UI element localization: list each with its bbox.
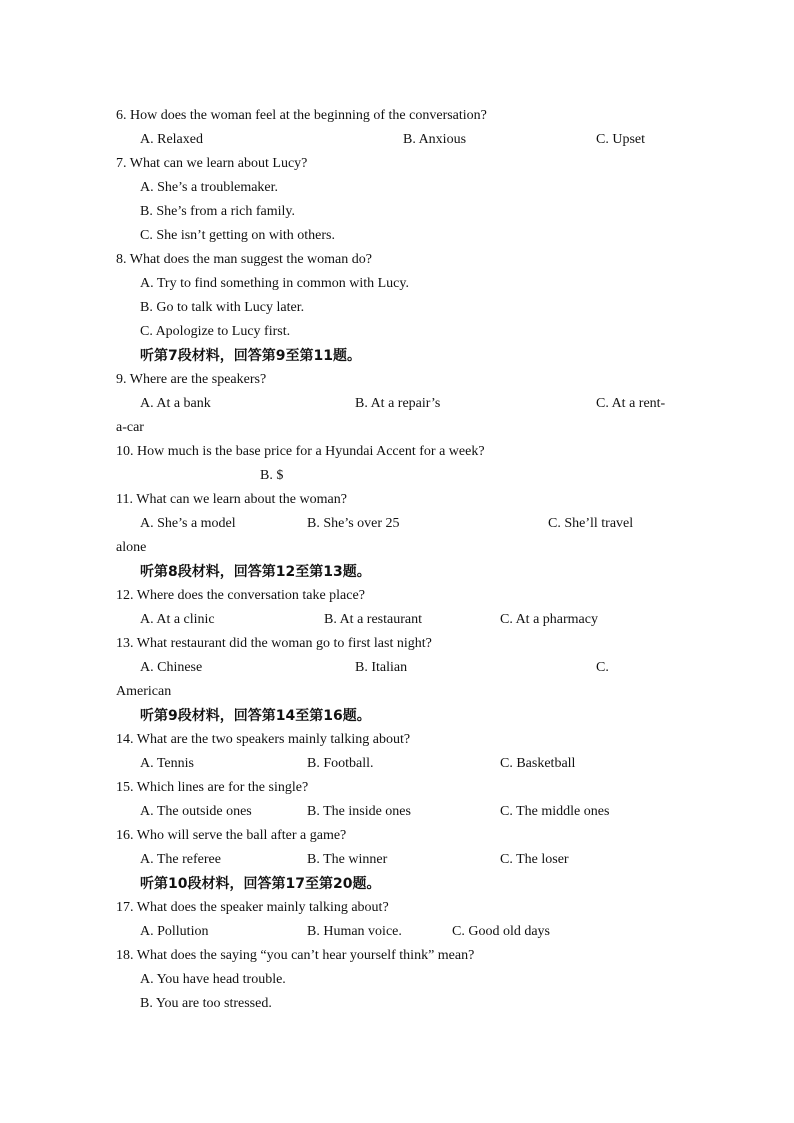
q9-option-c: C. At a rent- xyxy=(596,396,666,411)
q13-option-b: B. Italian xyxy=(355,660,408,675)
q9-option-b: B. At a repair’s xyxy=(355,396,441,411)
q6-option-b: B. Anxious xyxy=(403,132,467,147)
q8-option-b: B. Go to talk with Lucy later. xyxy=(140,300,305,315)
q17-option-c: C. Good old days xyxy=(452,924,550,939)
section-heading-9: 听第9段材料，回答第14至第16题。 xyxy=(140,708,371,724)
q13-option-a: A. Chinese xyxy=(140,660,203,675)
q6-option-a: A. Relaxed xyxy=(140,132,203,147)
q14-option-b: B. Football. xyxy=(307,756,374,771)
q11-option-a: A. She’s a model xyxy=(140,516,236,531)
question-16: 16. Who will serve the ball after a game? xyxy=(116,828,347,843)
q8-option-c: C. Apologize to Lucy first. xyxy=(140,324,291,339)
question-8: 8. What does the man suggest the woman do? xyxy=(116,252,372,267)
question-13: 13. What restaurant did the woman go to first last night? xyxy=(116,636,432,651)
q12-option-b: B. At a restaurant xyxy=(324,612,422,627)
q13-option-c: C. xyxy=(596,660,609,675)
q11-option-c: C. She’ll travel xyxy=(548,516,634,531)
q14-option-c: C. Basketball xyxy=(500,756,576,771)
q14-option-a: A. Tennis xyxy=(140,756,194,771)
q8-option-a: A. Try to find something in common with Lucy. xyxy=(140,276,409,291)
question-7: 7. What can we learn about Lucy? xyxy=(116,156,308,171)
question-12: 12. Where does the conversation take place? xyxy=(116,588,365,603)
q16-option-b: B. The winner xyxy=(307,852,388,867)
q7-option-c: C. She isn’t getting on with others. xyxy=(140,228,335,243)
q11-option-b: B. She’s over 25 xyxy=(307,516,400,531)
q11-option-c-continued: alone xyxy=(116,540,147,555)
q7-option-b: B. She’s from a rich family. xyxy=(140,204,296,219)
q6-option-c: C. Upset xyxy=(596,132,645,147)
q15-option-c: C. The middle ones xyxy=(500,804,610,819)
q7-option-a: A. She’s a troublemaker. xyxy=(140,180,279,195)
q18-option-b: B. You are too stressed. xyxy=(140,996,272,1011)
section-heading-7: 听第7段材料，回答第9至第11题。 xyxy=(140,348,361,364)
q17-option-b: B. Human voice. xyxy=(307,924,402,939)
q9-option-a: A. At a bank xyxy=(140,396,211,411)
question-11: 11. What can we learn about the woman? xyxy=(116,492,347,507)
q12-option-a: A. At a clinic xyxy=(140,612,215,627)
q9-option-c-continued: a-car xyxy=(116,420,144,435)
question-9: 9. Where are the speakers? xyxy=(116,372,267,387)
q18-option-a: A. You have head trouble. xyxy=(140,972,286,987)
question-18: 18. What does the saying “you can’t hear yourself think” mean? xyxy=(116,948,475,963)
q15-option-b: B. The inside ones xyxy=(307,804,411,819)
q15-option-a: A. The outside ones xyxy=(140,804,252,819)
question-14: 14. What are the two speakers mainly talking about? xyxy=(116,732,411,747)
section-heading-10: 听第10段材料，回答第17至第20题。 xyxy=(140,876,381,892)
section-heading-8: 听第8段材料，回答第12至第13题。 xyxy=(140,564,371,580)
question-6: 6. How does the woman feel at the beginning of the conversation? xyxy=(116,108,487,123)
q16-option-c: C. The loser xyxy=(500,852,569,867)
question-10: 10. How much is the base price for a Hyundai Accent for a week? xyxy=(116,444,485,459)
question-17: 17. What does the speaker mainly talking about? xyxy=(116,900,389,915)
q13-option-c-continued: American xyxy=(116,684,172,699)
question-15: 15. Which lines are for the single? xyxy=(116,780,309,795)
q16-option-a: A. The referee xyxy=(140,852,221,867)
q10-option-b: B. $ xyxy=(260,468,284,483)
q12-option-c: C. At a pharmacy xyxy=(500,612,598,627)
q17-option-a: A. Pollution xyxy=(140,924,209,939)
